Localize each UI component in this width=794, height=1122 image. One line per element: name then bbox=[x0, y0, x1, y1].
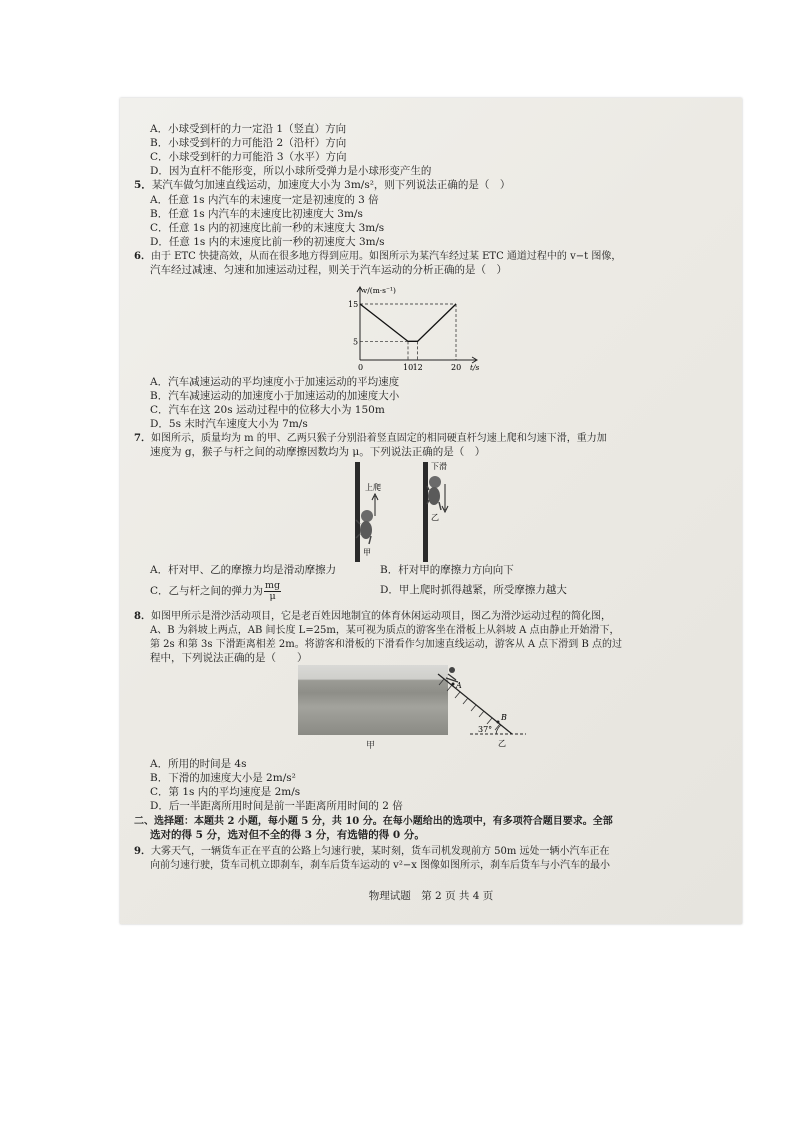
q4-option-c: C．小球受到杆的力可能沿 3（水平）方向 bbox=[150, 151, 347, 163]
q8-number: 8． bbox=[134, 611, 151, 622]
q5-option-b: B．任意 1s 内汽车的末速度比初速度大 3m/s bbox=[150, 208, 363, 220]
q5-stem-text: 某汽车做匀加速直线运动，加速度大小为 3m/s²，则下列说法正确的是（ ） bbox=[151, 179, 511, 191]
q7-stem-line2: 速度为 g，猴子与杆之间的动摩擦因数均为 μ。下列说法正确的是（ ） bbox=[150, 446, 486, 458]
q6-option-a: A．汽车减速运动的平均速度小于加速运动的平均速度 bbox=[150, 376, 400, 388]
q7-number: 7． bbox=[134, 433, 151, 444]
q5-number: 5． bbox=[134, 179, 152, 191]
label-jia: 甲 bbox=[363, 548, 371, 557]
q5-option-a: A．任意 1s 内汽车的末速度一定是初速度的 3 倍 bbox=[150, 194, 379, 206]
q7-option-d: D．甲上爬时抓得越紧，所受摩擦力越大 bbox=[380, 584, 567, 596]
vt-series-line bbox=[360, 304, 456, 341]
q4-option-d: D．因为直杆不能形变，所以小球所受弹力是小球形变产生的 bbox=[150, 165, 432, 177]
q7-monkeys-figure bbox=[345, 460, 455, 564]
q7-option-b: B．杆对甲的摩擦力方向向下 bbox=[380, 564, 514, 576]
q5-option-d: D．任意 1s 内的末速度比前一秒的初速度大 3m/s bbox=[150, 236, 385, 248]
q5-option-c: C．任意 1s 内的初速度比前一秒的末速度大 3m/s bbox=[150, 222, 385, 234]
q8-option-d: D．后一半距离所用时间是前一半距离所用时间的 2 倍 bbox=[150, 800, 403, 812]
x-axis-label: t/s bbox=[470, 363, 480, 372]
q6-stem-text: 由于 ETC 快捷高效，从而在很多地方得到应用。如图所示为某汽车经过某 ETC 通道过程中的 v−t 图像， bbox=[150, 251, 622, 262]
q6-option-c: C．汽车在这 20s 运动过程中的位移大小为 150m bbox=[150, 404, 385, 416]
point-b bbox=[497, 721, 500, 724]
bleed-through-text bbox=[490, 128, 616, 141]
label-point-b: B bbox=[501, 713, 507, 722]
q4-option-b: B．小球受到杆的力可能沿 2（沿杆）方向 bbox=[150, 137, 347, 149]
fraction-denominator: μ bbox=[269, 590, 276, 602]
q8-stem-line4: 程中，下列说法正确的是（ ） bbox=[150, 652, 308, 664]
y-axis-label: v/(m·s⁻¹) bbox=[363, 286, 396, 295]
x-tick-label: 0 bbox=[358, 363, 364, 372]
monkey-yi-icon bbox=[427, 476, 441, 510]
q7-option-a: A．杆对甲、乙的摩擦力均是滑动摩擦力 bbox=[150, 564, 337, 576]
x-tick-label: 20 bbox=[451, 363, 462, 372]
q6-number: 6． bbox=[134, 251, 151, 262]
section-2-heading-line1: 二、选择题：本题共 2 小题，每小题 5 分，共 10 分。在每小题给出的选项中，有多项符合题目要求。全部 bbox=[134, 816, 613, 827]
q4-option-a: A．小球受到杆的力一定沿 1（竖直）方向 bbox=[150, 123, 347, 135]
q8-stem-line3: 第 2s 和第 3s 下滑距离相差 2m。将游客和滑板的下滑看作匀加速直线运动，游客从 A 点下滑到 B 点的过 bbox=[150, 639, 623, 650]
q6-option-d: D．5s 末时汽车速度大小为 7m/s bbox=[150, 418, 308, 430]
sledder-icon bbox=[446, 667, 458, 682]
q9-line2: 向前匀速行驶，货车司机立即刹车，刹车后货车运动的 v²−x 图像如图所示，刹车后货车与小汽车的最小 bbox=[150, 860, 611, 871]
q6-vt-chart bbox=[338, 282, 488, 376]
q8-option-a: A．所用的时间是 4s bbox=[150, 758, 247, 770]
q7-stem-line1 bbox=[134, 432, 607, 445]
q7-option-c bbox=[150, 580, 282, 602]
label-angle: 37° bbox=[478, 725, 493, 734]
fraction-numerator: mg bbox=[265, 579, 281, 591]
label-up: 上爬 bbox=[365, 483, 381, 492]
pole-yi bbox=[423, 462, 428, 562]
q7-stem-text: 如图所示，质量均为 m 的甲、乙两只猴子分别沿着竖直固定的相同硬直杆匀速上爬和匀速下滑，重力加 bbox=[150, 433, 607, 444]
q9-line1 bbox=[134, 845, 610, 858]
section-2-heading-line2: 选对的得 5 分，选对但不全的得 3 分，有选错的得 0 分。 bbox=[150, 829, 425, 841]
exam-page-photo bbox=[120, 98, 742, 924]
q6-stem-line2: 汽车经过减速、匀速和加速运动过程，则关于汽车运动的分析正确的是（ ） bbox=[150, 264, 507, 276]
q8-stem-text: 如图甲所示是滑沙活动项目，它是老百姓因地制宜的体育休闲运动项目，图乙为滑沙运动过程的简化图， bbox=[150, 611, 611, 622]
page-footer: 物理试题 第 2 页 共 4 页 bbox=[368, 890, 494, 902]
q9-text-1: 大雾天气，一辆货车正在平直的公路上匀速行驶，某时刻，货车司机发现前方 50m 远处一辆小汽车正在 bbox=[150, 846, 610, 857]
q9-number: 9． bbox=[134, 846, 151, 857]
q8-slope-diagram bbox=[430, 664, 530, 750]
pole-jia bbox=[355, 462, 360, 562]
y-tick-label: 15 bbox=[348, 300, 359, 309]
y-tick-label: 5 bbox=[353, 337, 359, 347]
q6-option-b: B．汽车减速运动的加速度小于加速运动的加速度大小 bbox=[150, 390, 400, 402]
q8-option-b: B．下滑的加速度大小是 2m/s² bbox=[150, 772, 296, 784]
q7-option-c-text: C．乙与杆之间的弹力为 bbox=[150, 585, 264, 597]
q8-stem-line1 bbox=[134, 610, 611, 623]
q6-stem-line1 bbox=[134, 250, 621, 263]
label-yi: 乙 bbox=[431, 513, 439, 522]
q7-option-c-fraction bbox=[264, 581, 281, 602]
label-down: 下滑 bbox=[431, 462, 447, 471]
x-tick-label: 10 bbox=[403, 363, 414, 372]
q8-sand-photo bbox=[298, 665, 448, 735]
q8-stem-line2: A、B 为斜坡上两点，AB 间长度 L=25m，某可视为质点的游客坐在滑板上从斜坡 A 点由静止开始滑下， bbox=[150, 625, 620, 636]
q8-option-c: C．第 1s 内的平均速度是 2m/s bbox=[150, 786, 301, 798]
q5-stem bbox=[134, 179, 510, 192]
x-tick-label: 12 bbox=[412, 363, 423, 372]
point-a bbox=[452, 683, 455, 686]
label-point-a: A bbox=[456, 681, 462, 690]
slope-hatching bbox=[439, 679, 500, 730]
q8-fig-yi-label: 乙 bbox=[498, 739, 506, 748]
q8-fig-jia-label: 甲 bbox=[366, 741, 376, 751]
